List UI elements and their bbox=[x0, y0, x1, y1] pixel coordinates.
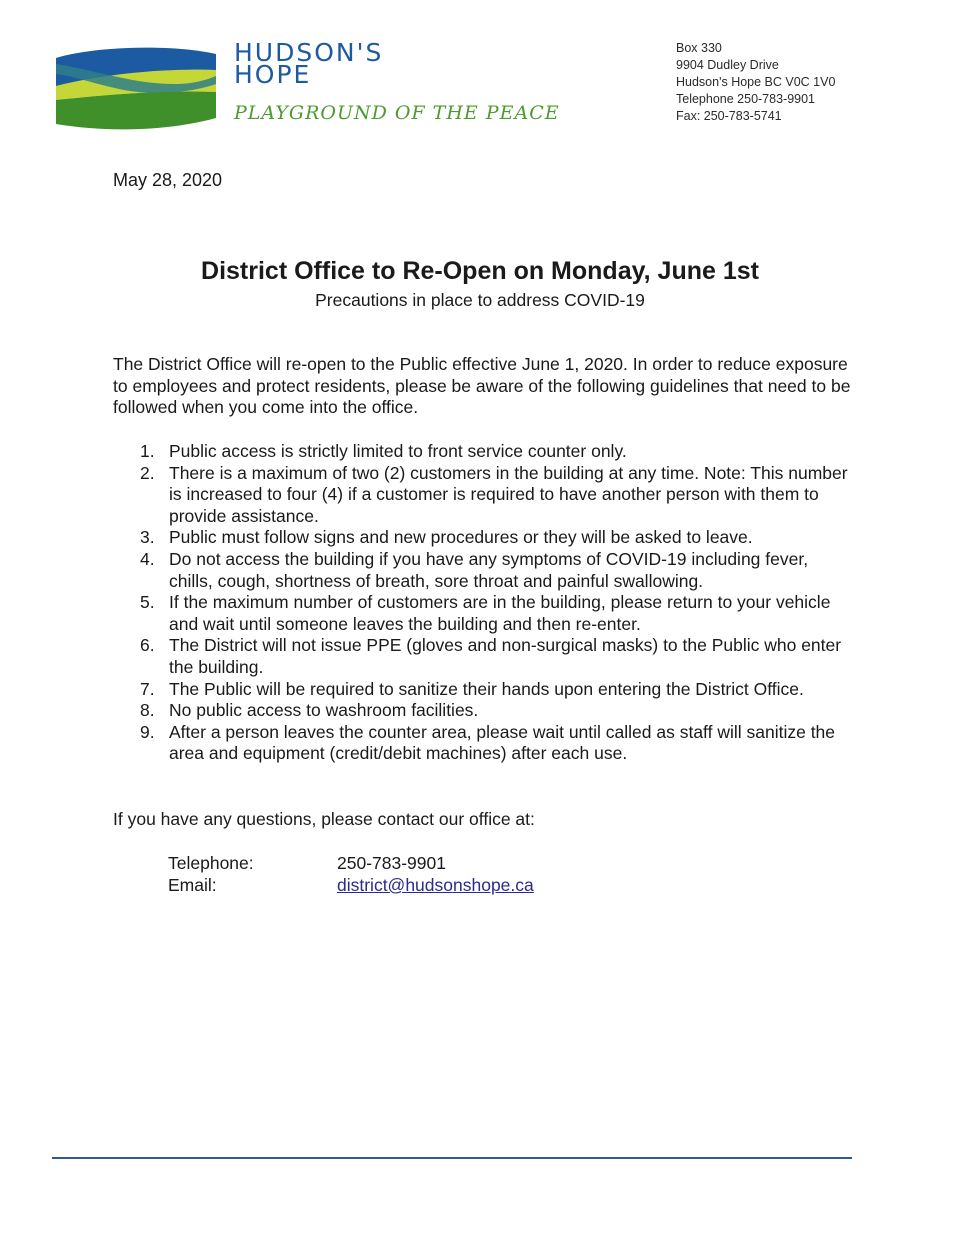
list-number: 3. bbox=[140, 527, 155, 548]
list-number: 1. bbox=[140, 441, 155, 461]
address-line: Fax: 250-783-5741 bbox=[676, 109, 782, 123]
list-item bbox=[113, 463, 853, 528]
list-text: The District will not issue PPE (gloves and non-surgical masks) to the Public who enter the building. bbox=[169, 635, 842, 677]
intro-paragraph: The District Office will re-open to the Public effective June 1, 2020. In order to reduce exposure to employees and protect residents, please be aware of the following guidelines that need to be followed when you come into the office. bbox=[113, 354, 851, 417]
list-item bbox=[113, 441, 853, 463]
address-line: Box 330 bbox=[676, 41, 722, 55]
list-number: 5. bbox=[140, 592, 155, 613]
list-item bbox=[113, 722, 853, 765]
brand bbox=[234, 38, 560, 124]
list-text: There is a maximum of two (2) customers in the building at any time. Note: This number is increased to four (4) if a customer is required to have another person with them to provide assistance. bbox=[169, 462, 848, 526]
list-item bbox=[113, 700, 853, 722]
list-number: 7. bbox=[140, 678, 155, 699]
list-text: Do not access the building if you have any symptoms of COVID-19 including fever, chills, cough, shortness of breath, sore throat and painful swallowing. bbox=[169, 548, 809, 591]
guidelines-list bbox=[113, 441, 853, 765]
address-line: 9904 Dudley Drive bbox=[676, 58, 779, 72]
list-item bbox=[113, 549, 853, 592]
contact-details bbox=[168, 852, 534, 896]
list-text: No public access to washroom facilities. bbox=[169, 700, 479, 721]
page-subtitle: Precautions in place to address COVID-19 bbox=[315, 290, 645, 310]
org-name-line2: HOPE bbox=[234, 60, 312, 89]
list-text: Public access is strictly limited to front service counter only. bbox=[169, 441, 627, 461]
contact-intro: If you have any questions, please contact our office at: bbox=[113, 809, 535, 829]
address-line: Hudson's Hope BC V0C 1V0 bbox=[676, 75, 836, 89]
telephone-value: 250-783-9901 bbox=[337, 853, 446, 873]
logo-mark bbox=[54, 40, 218, 130]
address-block bbox=[676, 40, 835, 125]
list-text: Public must follow signs and new procedures or they will be asked to leave. bbox=[169, 527, 753, 548]
list-text: After a person leaves the counter area, please wait until called as staff will sanitize the area and equipment (credit/debit machines) after each use. bbox=[169, 721, 836, 764]
list-item bbox=[113, 679, 853, 701]
contact-telephone-row bbox=[168, 852, 534, 874]
letter-date: May 28, 2020 bbox=[113, 170, 223, 190]
list-text: If the maximum number of customers are in the building, please return to your vehicle and wait until someone leaves the building and then re-enter. bbox=[169, 592, 831, 634]
email-label: Email: bbox=[168, 875, 217, 895]
footer-divider bbox=[52, 1157, 852, 1159]
tagline: PLAYGROUND OF THE PEACE bbox=[234, 102, 560, 124]
email-link[interactable]: district@hudsonshope.ca bbox=[337, 875, 534, 895]
list-item bbox=[113, 635, 853, 678]
list-number: 6. bbox=[140, 635, 155, 656]
contact-email-row bbox=[168, 874, 534, 896]
org-name-line1: HUDSON'S bbox=[234, 38, 384, 67]
list-item bbox=[113, 592, 853, 635]
list-text: The Public will be required to sanitize their hands upon entering the District Office. bbox=[169, 678, 804, 699]
address-line: Telephone 250-783-9901 bbox=[676, 92, 816, 106]
page-title: District Office to Re-Open on Monday, June 1st bbox=[201, 257, 759, 285]
list-number: 8. bbox=[140, 700, 155, 721]
list-number: 9. bbox=[140, 721, 155, 742]
list-number: 4. bbox=[140, 548, 155, 569]
list-item bbox=[113, 527, 853, 549]
list-number: 2. bbox=[140, 462, 155, 483]
telephone-label: Telephone: bbox=[168, 853, 254, 873]
